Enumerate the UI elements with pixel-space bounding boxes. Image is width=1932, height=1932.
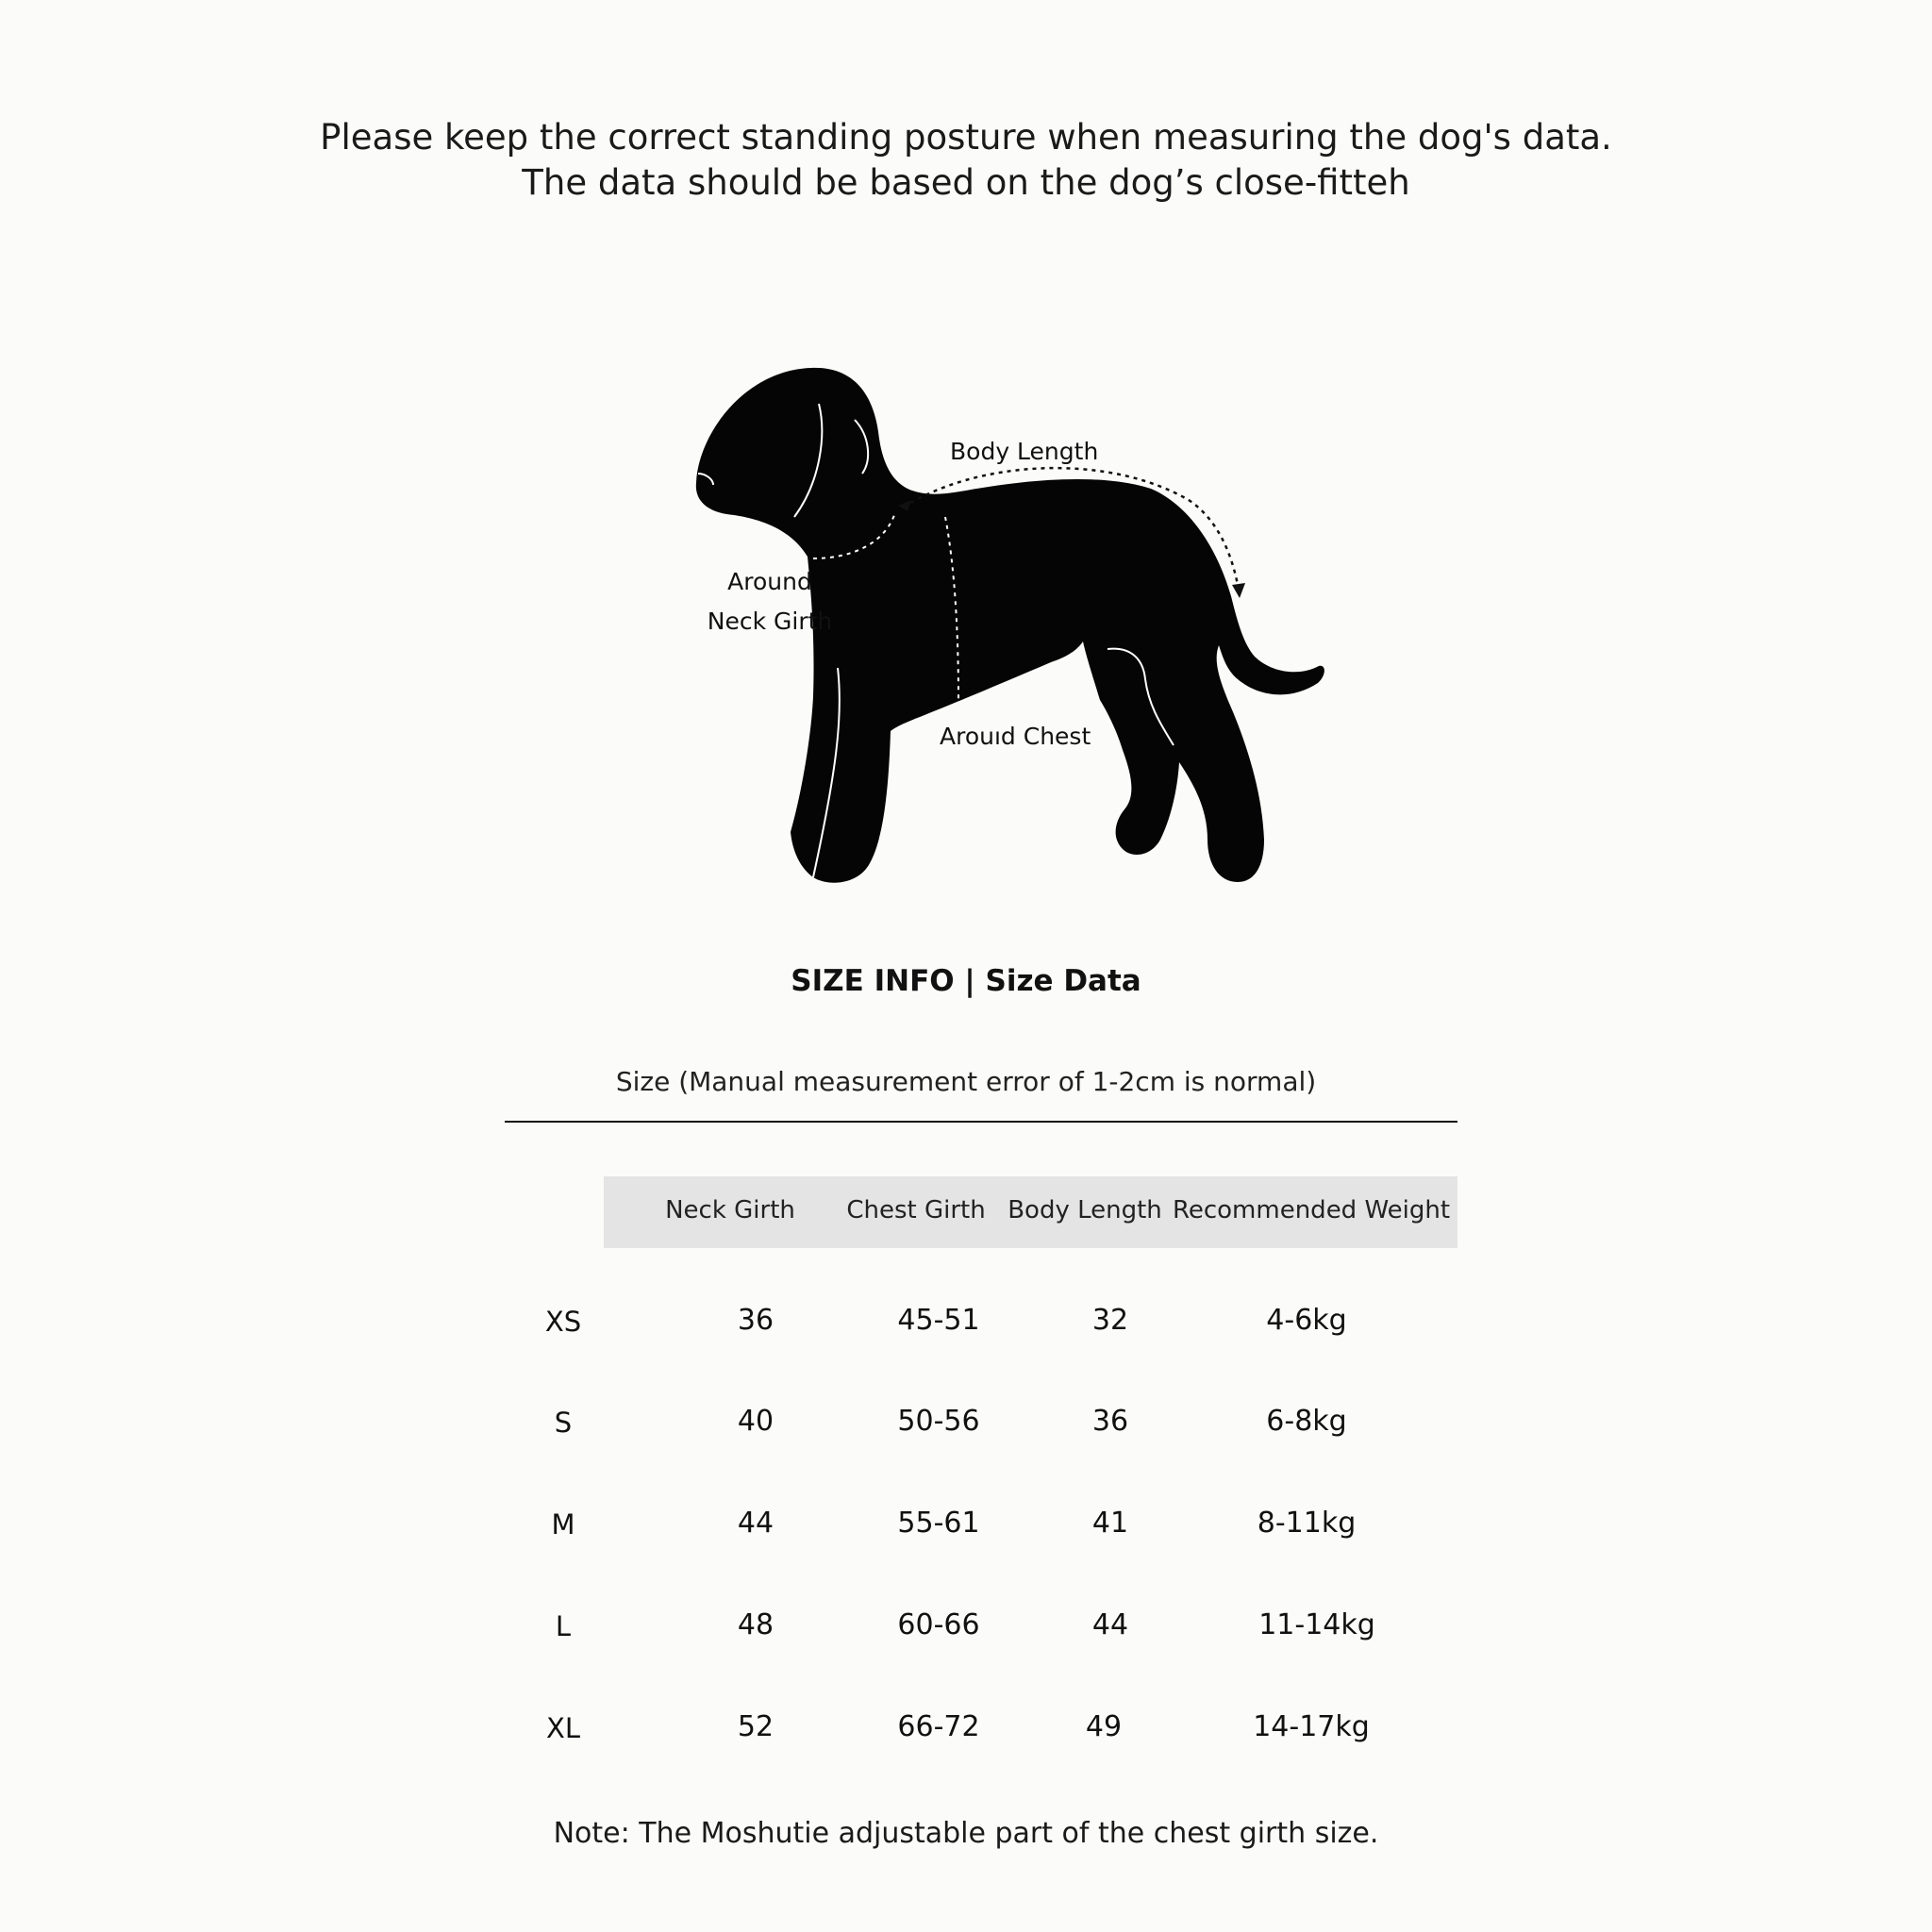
size-info-title: SIZE INFO | Size Data xyxy=(791,964,1141,998)
weight-value: 11-14kg xyxy=(1258,1608,1375,1641)
header-neck-girth: Neck Girth xyxy=(665,1196,795,1224)
neck-girth-label-line-1: Around xyxy=(727,568,812,595)
size-info-subtitle: Size (Manual measurement error of 1-2cm is normal) xyxy=(615,1066,1317,1097)
divider-line xyxy=(505,1121,1457,1123)
chest-girth-label: Arouıd Chest xyxy=(940,723,1091,750)
chest-girth-value: 66-72 xyxy=(897,1710,980,1743)
header-chest-girth: Chest Girth xyxy=(846,1196,986,1224)
intro-text xyxy=(0,115,1932,206)
body-length-label: Body Length xyxy=(950,438,1099,465)
size-label: S xyxy=(554,1407,573,1439)
header-recommended-weight: Recommended Weight xyxy=(1172,1196,1451,1224)
size-label: M xyxy=(551,1508,575,1541)
neck-girth-value: 52 xyxy=(737,1710,774,1743)
chest-girth-note: Note: The Moshutie adjustable part of the chest girth size. xyxy=(553,1817,1379,1850)
neck-girth-value: 48 xyxy=(737,1608,774,1641)
chest-girth-value: 45-51 xyxy=(897,1304,980,1337)
weight-value: 4-6kg xyxy=(1266,1304,1347,1337)
size-label: XS xyxy=(544,1306,582,1338)
chest-girth-value: 55-61 xyxy=(897,1507,980,1540)
body-length-value: 49 xyxy=(1085,1710,1123,1743)
chest-girth-value: 60-66 xyxy=(897,1608,980,1641)
neck-girth-value: 40 xyxy=(737,1405,774,1438)
intro-line-1: Please keep the correct standing posture when measuring the dog's data. xyxy=(320,117,1612,158)
body-length-value: 41 xyxy=(1091,1507,1129,1540)
size-label: XL xyxy=(545,1712,581,1744)
body-length-value: 36 xyxy=(1091,1405,1129,1438)
neck-girth-label-line-2: Neck Girth xyxy=(707,608,833,635)
chest-girth-value: 50-56 xyxy=(897,1405,980,1438)
neck-girth-value: 36 xyxy=(737,1304,774,1337)
weight-value: 6-8kg xyxy=(1266,1405,1347,1438)
size-label: L xyxy=(555,1610,572,1642)
neck-girth-value: 44 xyxy=(737,1507,774,1540)
intro-line-2: The data should be based on the dog’s close-fitteh xyxy=(522,162,1410,203)
weight-value: 14-17kg xyxy=(1253,1710,1370,1743)
header-body-length: Body Length xyxy=(1008,1196,1162,1224)
body-length-value: 32 xyxy=(1091,1304,1129,1337)
weight-value: 8-11kg xyxy=(1257,1507,1357,1540)
body-length-value: 44 xyxy=(1091,1608,1129,1641)
dog-measurement-diagram xyxy=(660,349,1340,896)
